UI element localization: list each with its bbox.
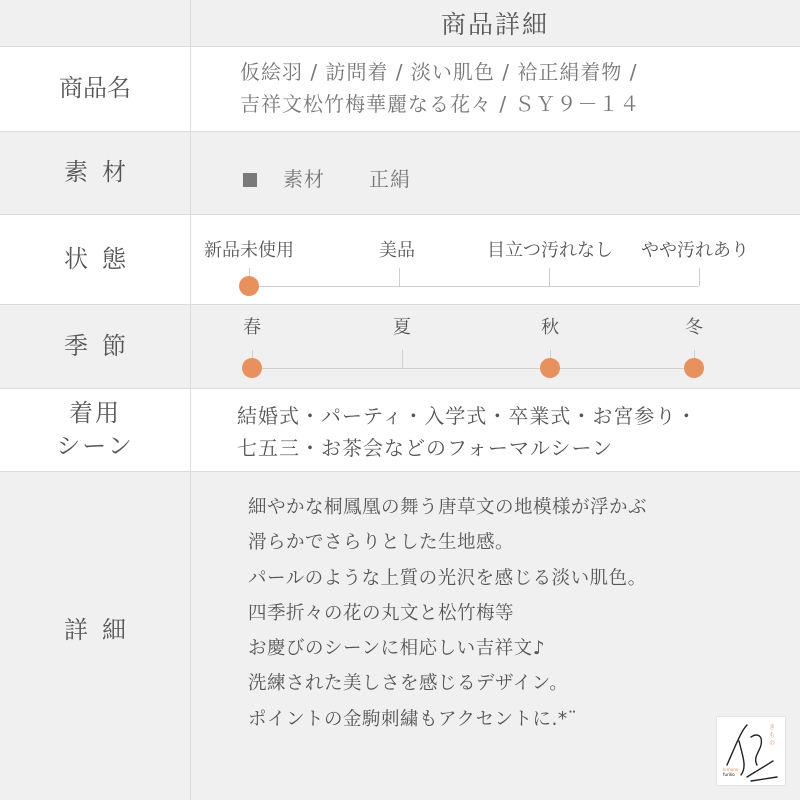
season-label: 季節 — [64, 331, 140, 360]
scale-label: 美品 — [379, 240, 415, 261]
condition-label: 状態 — [64, 244, 140, 273]
occasion-label-line: 着用 — [69, 399, 121, 428]
scale-label: 目立つ汚れなし — [487, 240, 613, 261]
scale-label: 春 — [243, 317, 261, 338]
brand-logo-icon — [717, 717, 785, 785]
scale-label: 秋 — [541, 317, 559, 338]
occasion-value — [237, 400, 697, 464]
logo-wordmark: kimono — [723, 767, 739, 772]
scale-selected-dot — [242, 358, 262, 378]
product-name-line: 仮絵羽 / 訪問着 / 淡い肌色 / 袷正絹着物 / — [240, 60, 638, 84]
scale-label: 冬 — [685, 317, 703, 338]
details-text — [248, 490, 647, 737]
details-label: 詳細 — [64, 615, 140, 644]
material-value — [243, 163, 411, 195]
details-line: お慶びのシーンに相応しい吉祥文♪ — [248, 638, 545, 660]
scale-selected-dot — [540, 358, 560, 378]
details-line: ポイントの金駒刺繍もアクセントに.*¨ — [248, 708, 578, 730]
square-bullet-icon — [243, 173, 257, 187]
material-key: 素材 — [283, 167, 325, 191]
scale-track — [249, 286, 699, 287]
svg-text:き: き — [769, 724, 776, 731]
occasion-label-line: シーン — [56, 431, 134, 460]
product-name-line: 吉祥文松竹梅華麗なる花々 / ＳＹ９－１４ — [240, 92, 641, 116]
product-name-label: 商品名 — [59, 74, 131, 103]
logo-wordmark-sub: furiko — [723, 772, 735, 777]
svg-text:の: の — [769, 740, 776, 747]
details-line: 細やかな桐鳳凰の舞う唐草文の地模様が浮かぶ — [248, 497, 648, 518]
scale-selected-dot — [684, 358, 704, 378]
details-line: パールのような上質の光沢を感じる淡い肌色。 — [248, 567, 647, 589]
scale-label: 夏 — [393, 317, 411, 338]
details-line: 四季折々の花の丸文と松竹梅等 — [248, 602, 515, 624]
occasion-line: 七五三・お茶会などのフォーマルシーン — [237, 436, 614, 460]
product-name-value — [240, 56, 640, 120]
scale-label: やや汚れあり — [641, 240, 749, 261]
column-divider — [190, 0, 191, 800]
details-line: 滑らかでさらりとした生地感。 — [248, 532, 515, 554]
page-title: 商品詳細 — [440, 10, 549, 39]
svg-text:も: も — [769, 732, 776, 739]
material-text: 正絹 — [369, 167, 411, 191]
scale-tick — [402, 350, 403, 368]
occasion-label — [0, 388, 190, 471]
scale-selected-dot — [239, 276, 259, 296]
scale-track — [252, 368, 694, 369]
scale-tick — [699, 268, 700, 286]
scale-tick — [549, 268, 550, 286]
brand-logo — [716, 716, 786, 786]
scale-label: 新品未使用 — [204, 240, 294, 261]
occasion-line: 結婚式・パーティ・入学式・卒業式・お宮参り・ — [237, 404, 698, 428]
scale-tick — [399, 268, 400, 286]
details-line: 洗練された美しさを感じるデザイン。 — [248, 673, 569, 695]
material-label: 素材 — [64, 158, 140, 187]
